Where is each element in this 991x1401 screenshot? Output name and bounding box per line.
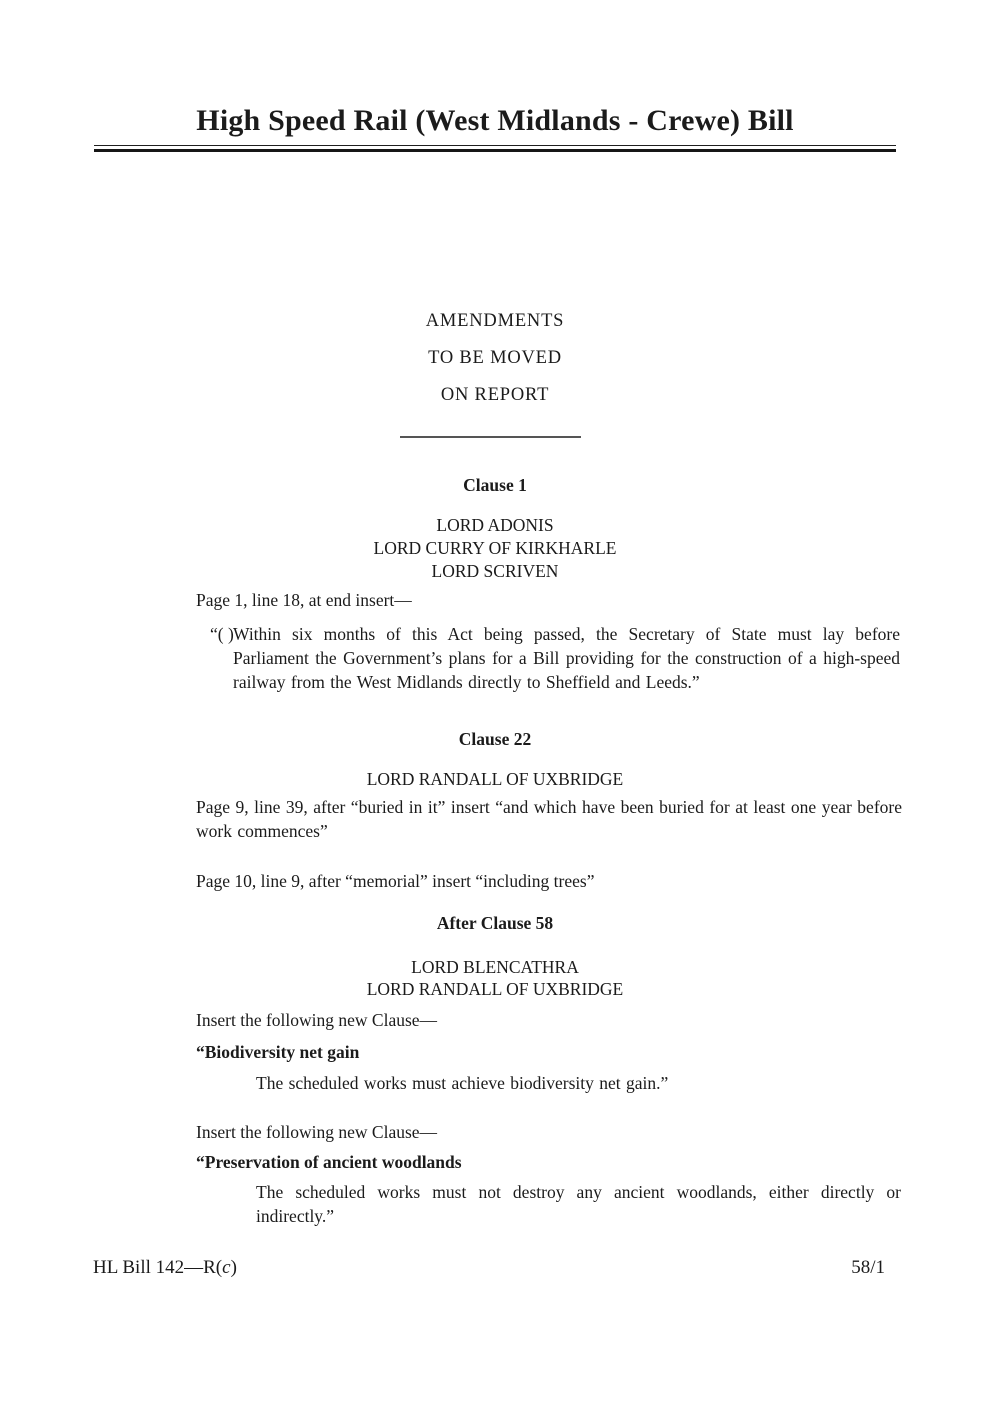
page-footer	[93, 1256, 885, 1280]
clause-22-sponsors	[95, 768, 895, 791]
notice-line-1: AMENDMENTS	[425, 311, 565, 331]
amendment-paragraph-marker: “( )	[210, 624, 234, 644]
new-clause-2-body: The scheduled works must not destroy any ancient woodlands, either directly or indirectly.”	[256, 1182, 901, 1226]
notice-line-3: ON REPORT	[440, 385, 550, 405]
new-clause-1-instruction: Insert the following new Clause—	[196, 1010, 438, 1030]
after-clause-58-sponsors	[95, 956, 895, 1000]
bill-reference	[93, 1256, 237, 1280]
bill-reference-close: )	[230, 1257, 237, 1278]
title-double-rule	[94, 145, 896, 152]
amendment-number: 58/1	[851, 1257, 885, 1278]
after-clause-58-heading: After Clause 58	[436, 913, 554, 933]
clause-22-amendment-1: Page 9, line 39, after “buried in it” insert “and which have been buried for at least one year before work commences”	[196, 797, 902, 841]
sponsor-name: LORD RANDALL OF UXBRIDGE	[366, 769, 624, 789]
clause-1-instruction: Page 1, line 18, at end insert—	[196, 590, 412, 610]
new-clause-1-title: “Biodiversity net gain	[196, 1042, 360, 1062]
page-title: High Speed Rail (West Midlands - Crewe) Bill	[196, 104, 794, 137]
clause-22-heading: Clause 22	[458, 729, 532, 749]
new-clause-2-instruction: Insert the following new Clause—	[196, 1122, 438, 1142]
sponsor-name: LORD BLENCATHRA	[411, 957, 579, 977]
bill-reference-text: HL Bill 142—R(	[93, 1257, 223, 1278]
clause-1-amendment-text: Within six months of this Act being passed, the Secretary of State must lay before Parliament the Government’s plans for a Bill providing for the construction of a high-speed railway from the West Midlands directly to Sheffield and Leeds.”	[233, 624, 900, 692]
sponsor-name: LORD RANDALL OF UXBRIDGE	[366, 979, 624, 999]
clause-1-sponsors	[95, 514, 895, 583]
clause-22-amendment-2: Page 10, line 9, after “memorial” insert “including trees”	[196, 871, 595, 891]
notice-separator-rule	[400, 436, 581, 438]
bill-reference-italic: c	[222, 1257, 231, 1278]
clause-1-heading: Clause 1	[463, 475, 527, 495]
sponsor-name: LORD CURRY OF KIRKHARLE	[373, 538, 617, 558]
notice-line-2: TO BE MOVED	[428, 348, 562, 368]
sponsor-name: LORD SCRIVEN	[431, 561, 559, 581]
new-clause-1-body: The scheduled works must achieve biodiversity net gain.”	[256, 1073, 669, 1093]
new-clause-2-title: “Preservation of ancient woodlands	[196, 1152, 462, 1172]
sponsor-name: LORD ADONIS	[436, 515, 554, 535]
